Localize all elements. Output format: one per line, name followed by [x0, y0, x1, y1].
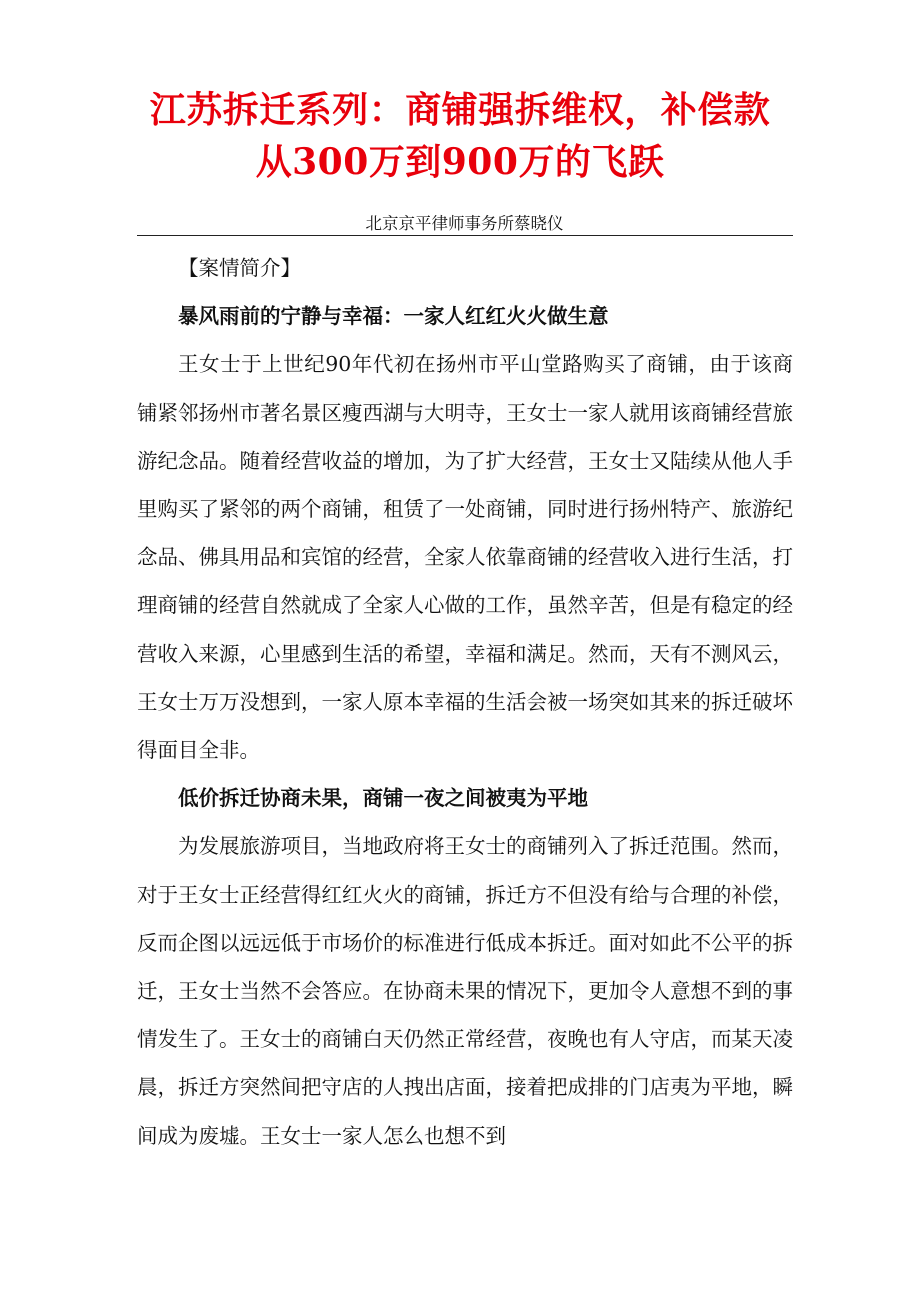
paragraph-2: 为发展旅游项目，当地政府将王女士的商铺列入了拆迁范围。然而，对于王女士正经营得红红火火的商铺，拆迁方不但没有给与合理的补偿，反而企图以远远低于市场价的标准进行低成本拆迁。面对如此不公平的拆迁，王女士当然不会答应。在协商未果的情况下，更加令人意想不到的事情发生了。王女士的商铺白天仍然正常经营，夜晚也有人守店，而某天凌晨，拆迁方突然间把守店的人拽出店面，接着把成排的门店夷为平地，瞬间成为废墟。王女士一家人怎么也想不到: [137, 834, 793, 1148]
section-label: 【案情简介】: [178, 256, 301, 280]
author-byline: 北京京平律师事务所蔡晓仪: [365, 214, 564, 233]
document-title: [100, 84, 820, 188]
article-body: [137, 244, 793, 1160]
header-divider: [137, 235, 793, 236]
title-line-1: 江苏拆迁系列：商铺强拆维权，补偿款: [149, 89, 771, 131]
title-line-2: 从300万到900万的飞跃: [255, 141, 665, 183]
section-heading-1: 暴风雨前的宁静与幸福：一家人红红火火做生意: [178, 304, 609, 329]
section-heading-2: 低价拆迁协商未果，商铺一夜之间被夷为平地: [178, 786, 588, 811]
paragraph-1: 王女士于上世纪90年代初在扬州市平山堂路购买了商铺，由于该商铺紧邻扬州市著名景区瘦西湖与大明寺，王女士一家人就用该商铺经营旅游纪念品。随着经营收益的增加，为了扩大经营，王女士又陆续从他人手里购买了紧邻的两个商铺，租赁了一处商铺，同时进行扬州特产、旅游纪念品、佛具用品和宾馆的经营，全家人依靠商铺的经营收入进行生活，打理商铺的经营自然就成了全家人心做的工作，虽然辛苦，但是有稳定的经营收入来源，心里感到生活的希望，幸福和满足。然而，天有不测风云，王女士万万没想到，一家人原本幸福的生活会被一场突如其来的拆迁破坏得面目全非。: [137, 352, 793, 763]
